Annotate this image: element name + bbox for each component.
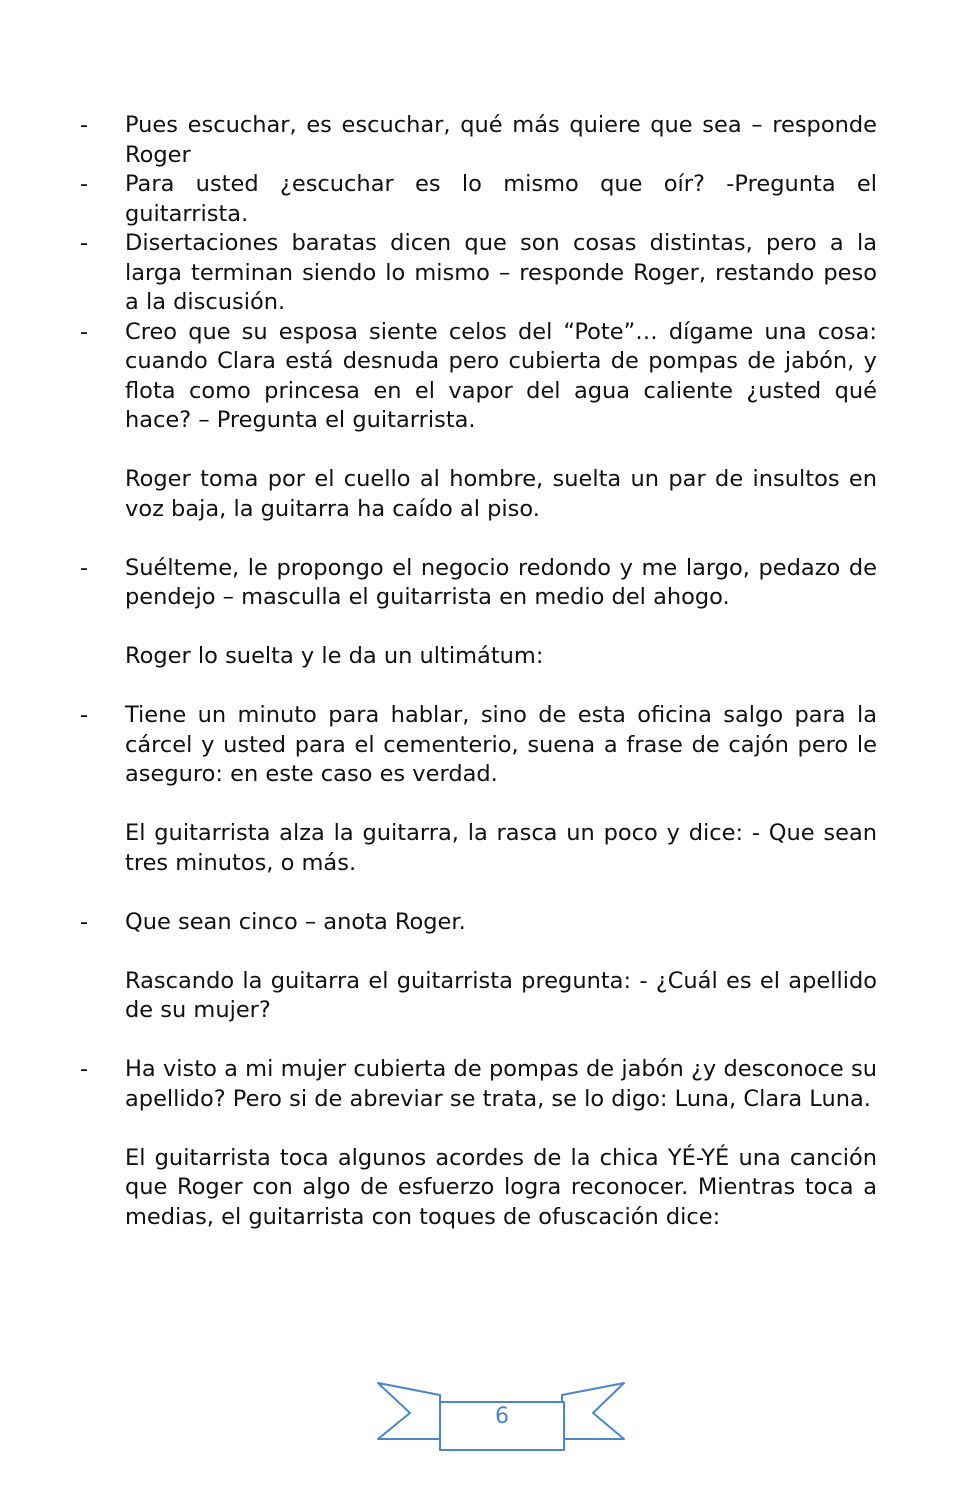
paragraph-gap xyxy=(80,524,877,554)
dialogue-dash: - xyxy=(80,112,89,138)
page-body xyxy=(80,111,877,1232)
narration-paragraph: Roger lo suelta y le da un ultimátum: xyxy=(125,643,544,669)
dialogue-dash: - xyxy=(80,171,89,197)
dialogue-dash: - xyxy=(80,230,89,256)
dialogue-line xyxy=(80,170,877,229)
paragraph-gap xyxy=(80,613,877,643)
paragraph-gap xyxy=(80,436,877,466)
dialogue-text: Disertaciones baratas dicen que son cosas distintas, pero a la larga terminan siendo lo mismo – responde Roger, restando peso a la discusión. xyxy=(125,230,877,315)
dialogue-line xyxy=(80,318,877,436)
page-number: 6 xyxy=(495,1404,509,1429)
paragraph-gap xyxy=(80,790,877,820)
dialogue-dash: - xyxy=(80,702,89,728)
dialogue-line xyxy=(80,111,877,170)
narration-paragraph: El guitarrista alza la guitarra, la rasca un poco y dice: - Que sean tres minutos, o más. xyxy=(125,820,877,876)
dialogue-line xyxy=(80,229,877,318)
dialogue-dash: - xyxy=(80,318,89,345)
dialogue-text: Para usted ¿escuchar es lo mismo que oír? -Pregunta el guitarrista. xyxy=(125,171,877,227)
dialogue-line xyxy=(80,701,877,790)
paragraph-gap xyxy=(80,878,877,908)
dialogue-text: Tiene un minuto para hablar, sino de esta oficina salgo para la cárcel y usted para el cementerio, suena a frase de cajón pero le aseguro: en este caso es verdad. xyxy=(125,702,877,787)
dialogue-dash: - xyxy=(80,908,89,935)
narration-paragraph: Rascando la guitarra el guitarrista pregunta: - ¿Cuál es el apellido de su mujer? xyxy=(125,967,877,1023)
dialogue-text: Ha visto a mi mujer cubierta de pompas de jabón ¿y desconoce su apellido? Pero si de abreviar se trata, se lo digo: Luna, Clara Luna. xyxy=(125,1056,877,1112)
dialogue-dash: - xyxy=(80,554,89,581)
paragraph-gap xyxy=(80,672,877,702)
narration-paragraph: El guitarrista toca algunos acordes de la chica YÉ-YÉ una canción que Roger con algo de esfuerzo logra reconocer. Mientras toca a medias, el guitarrista con toques de ofuscación dice: xyxy=(125,1144,877,1230)
narration-paragraph: Roger toma por el cuello al hombre, suelta un par de insultos en voz baja, la guitarra ha caído al piso. xyxy=(125,466,877,522)
dialogue-text: Pues escuchar, es escuchar, qué más quiere que sea – responde Roger xyxy=(125,112,877,168)
paragraph-gap xyxy=(80,1026,877,1056)
dialogue-line xyxy=(80,554,877,613)
paragraph-gap xyxy=(80,1114,877,1144)
paragraph-gap xyxy=(80,937,877,967)
ribbon-left-tail xyxy=(378,1383,440,1439)
dialogue-text: Creo que su esposa siente celos del “Pote”… dígame una cosa: cuando Clara está desnuda pero cubierta de pompas de jabón, y flota como princesa en el vapor del agua caliente ¿usted qué hace? – Pregunta el guitarrista. xyxy=(125,318,877,433)
dialogue-text: Que sean cinco – anota Roger. xyxy=(125,908,466,935)
dialogue-line xyxy=(80,908,877,938)
dialogue-text: Suélteme, le propongo el negocio redondo y me largo, pedazo de pendejo – masculla el guitarrista en medio del ahogo. xyxy=(125,554,877,610)
dialogue-line xyxy=(80,1055,877,1114)
dialogue-dash: - xyxy=(80,1056,89,1082)
ribbon-right-tail xyxy=(562,1383,624,1439)
